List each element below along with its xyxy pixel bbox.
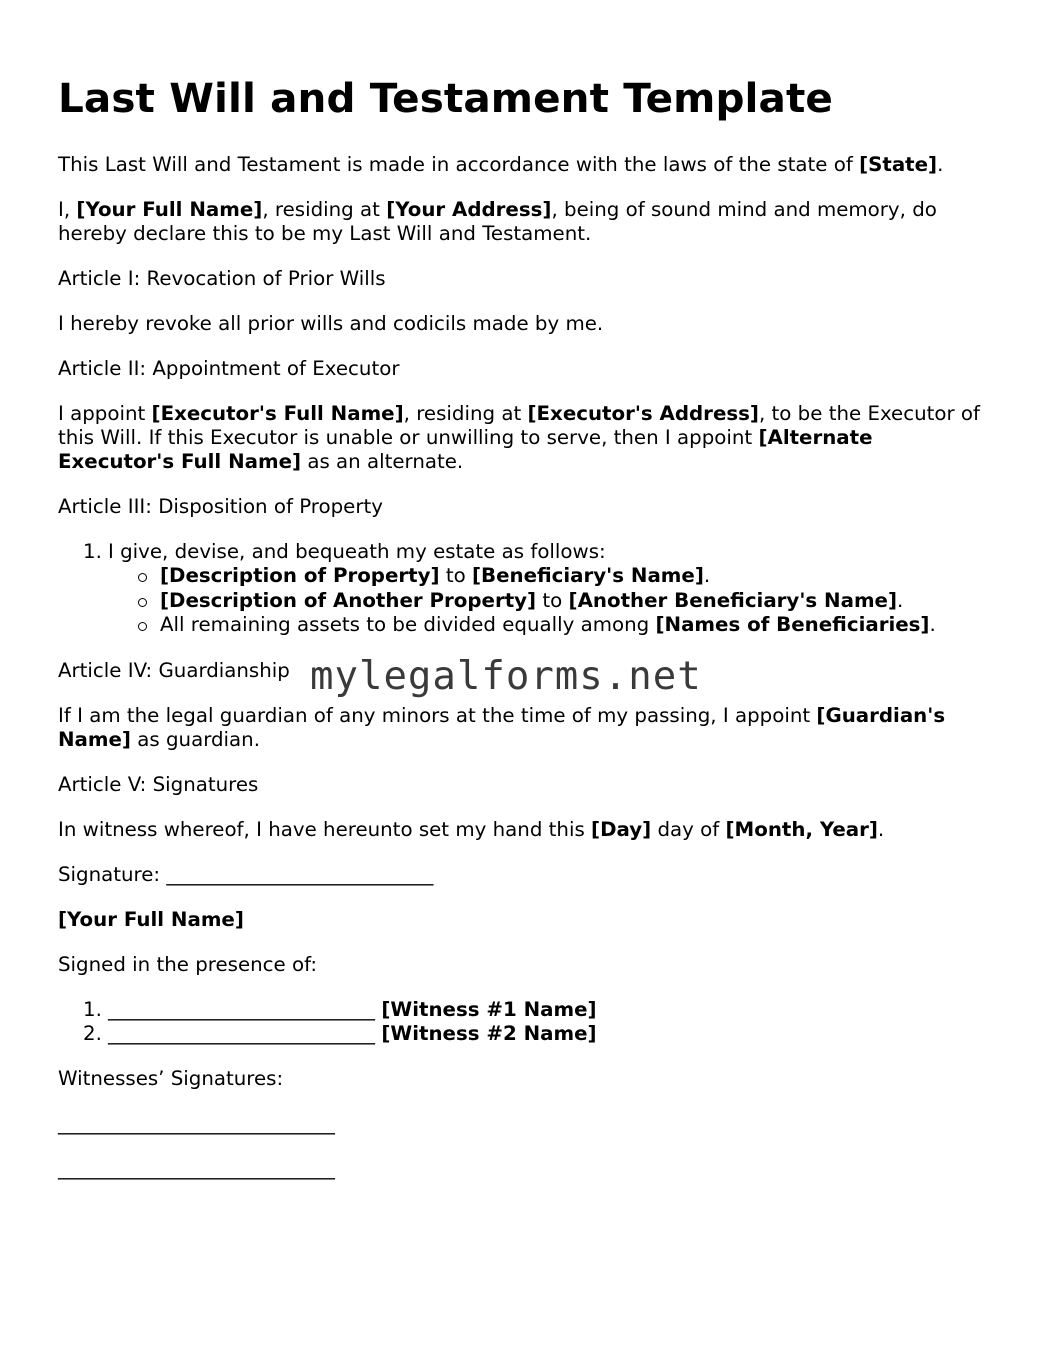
list-item-text: to xyxy=(536,588,569,612)
article-2-text xyxy=(58,402,993,474)
witness-name-placeholder: [Witness #2 Name] xyxy=(381,1022,597,1046)
page-title: Last Will and Testament Template xyxy=(58,74,833,122)
full-name-placeholder: [Your Full Name] xyxy=(76,198,263,221)
article-2-fragment: as an alternate. xyxy=(301,450,464,473)
list-item xyxy=(58,540,993,638)
executor-address-placeholder: [Executor's Address] xyxy=(527,402,759,425)
witness-line: ___________________________ xyxy=(108,1022,376,1046)
list-item-text: I give, devise, and bequeath my estate as follows: xyxy=(108,540,606,563)
beneficiary-placeholder: [Beneficiary's Name] xyxy=(471,564,704,588)
list-item xyxy=(108,589,993,613)
witness-line: ___________________________ xyxy=(108,997,376,1021)
list-number: 2. xyxy=(83,1022,102,1046)
intro-end: . xyxy=(937,153,944,176)
month-year-placeholder: [Month, Year] xyxy=(725,817,878,841)
list-item xyxy=(108,613,993,637)
property-placeholder: [Description of Another Property] xyxy=(160,588,537,612)
witness-clause xyxy=(58,818,993,842)
list-item-text: . xyxy=(897,588,904,612)
property-placeholder: [Description of Property] xyxy=(160,564,440,588)
article-4-fragment: as guardian. xyxy=(130,727,260,751)
beneficiaries-placeholder: [Names of Beneficiaries] xyxy=(655,613,930,637)
signature-line: ___________________________ xyxy=(166,862,434,886)
presence-label: Signed in the presence of: xyxy=(58,952,318,976)
article-4-fragment: If I am the legal guardian of any minors at the time of my passing, I appoint xyxy=(58,703,817,727)
state-placeholder: [State] xyxy=(859,153,938,176)
signature-label: Signature: xyxy=(58,862,167,886)
beneficiary-placeholder: [Another Beneficiary's Name] xyxy=(568,588,898,612)
witness-signature-line: ____________________________ xyxy=(58,1157,335,1181)
bullet-icon xyxy=(138,598,147,607)
witness-list xyxy=(58,998,993,1047)
list-item-text: All remaining assets to be divided equally among xyxy=(160,613,656,637)
your-name-line xyxy=(58,908,993,932)
intro-text: This Last Will and Testament is made in accordance with the laws of the state of xyxy=(58,153,860,176)
article-4-text xyxy=(58,704,993,752)
article-4-heading: Article IV: Guardianship xyxy=(58,658,290,682)
declaration-text: I, xyxy=(58,198,77,221)
witness-signature-line: ____________________________ xyxy=(58,1112,335,1136)
witness-signatures-label: Witnesses’ Signatures: xyxy=(58,1067,284,1091)
your-name-placeholder: [Your Full Name] xyxy=(58,907,244,931)
witness-name-placeholder: [Witness #1 Name] xyxy=(381,997,597,1021)
list-item xyxy=(108,564,993,588)
list-item-text: to xyxy=(439,564,472,588)
article-3-heading: Article III: Disposition of Property xyxy=(58,495,383,518)
witness-clause-text: In witness whereof, I have hereunto set my hand this xyxy=(58,817,592,841)
list-item-text: . xyxy=(929,613,936,637)
article-1-text: I hereby revoke all prior wills and codicils made by me. xyxy=(58,312,604,335)
watermark: mylegalforms.net xyxy=(310,654,702,699)
day-placeholder: [Day] xyxy=(591,817,652,841)
article-1-heading: Article I: Revocation of Prior Wills xyxy=(58,267,386,290)
declaration-paragraph xyxy=(58,198,993,246)
document-page xyxy=(58,70,993,1202)
article-5-heading: Article V: Signatures xyxy=(58,772,259,796)
bullet-icon xyxy=(138,622,147,631)
property-list xyxy=(58,540,993,638)
witness-clause-text: day of xyxy=(651,817,726,841)
bullet-icon xyxy=(138,573,147,582)
declaration-text: , residing at xyxy=(262,198,387,221)
guardian-placeholder: [Guardian's Name] xyxy=(58,703,946,751)
signature-row xyxy=(58,863,993,887)
list-item-text: . xyxy=(703,564,711,588)
executor-name-placeholder: [Executor's Full Name] xyxy=(151,402,404,425)
witness-clause-text: . xyxy=(877,817,885,841)
article-2-fragment: , to be the Executor of this Will. If this Executor is unable or unwilling to serve, then I appoint xyxy=(58,402,980,449)
intro-paragraph xyxy=(58,153,993,177)
alternate-executor-placeholder: [Alternate Executor's Full Name] xyxy=(58,426,873,473)
list-item xyxy=(58,1022,993,1046)
address-placeholder: [Your Address] xyxy=(386,198,552,221)
list-item xyxy=(58,998,993,1022)
list-number: 1. xyxy=(83,997,102,1021)
list-number: 1. xyxy=(83,540,102,563)
article-2-fragment: , residing at xyxy=(403,402,528,425)
article-2-heading: Article II: Appointment of Executor xyxy=(58,357,400,380)
article-2-fragment: I appoint xyxy=(58,402,152,425)
bequest-list xyxy=(108,564,993,637)
declaration-text: , being of sound mind and memory, do hereby declare this to be my Last Will and Testament. xyxy=(58,198,937,245)
